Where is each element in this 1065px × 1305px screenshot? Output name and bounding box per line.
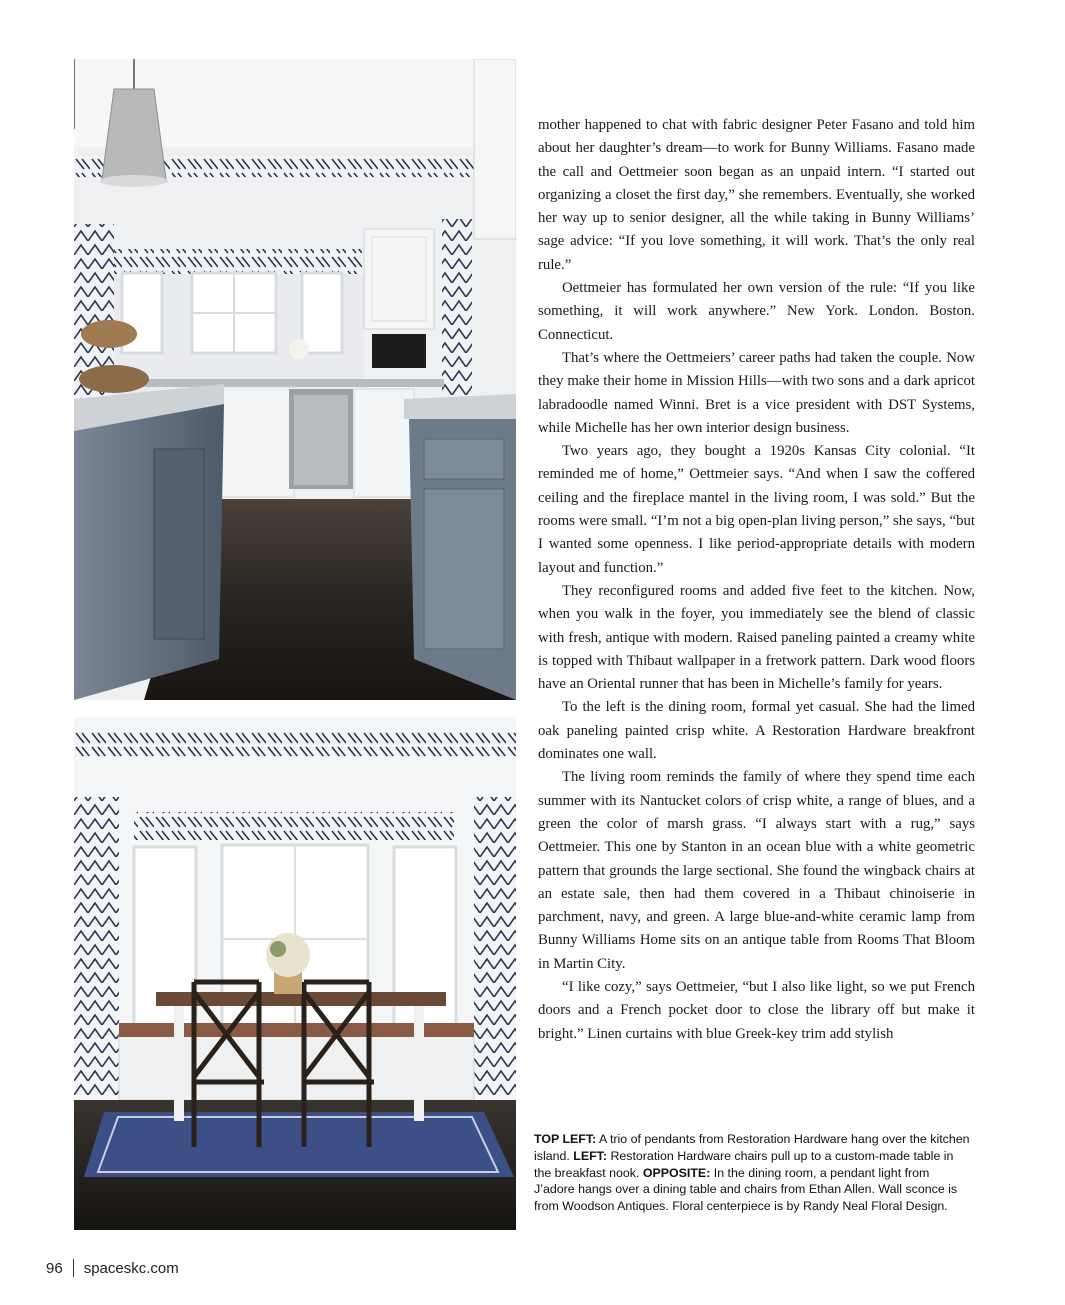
photo-caption bbox=[534, 1131, 970, 1215]
paragraph: “I like cozy,” says Oettmeier, “but I also like light, so we put French doors and a French pocket door to close the library off but make it bright.” Linen curtains with blue Greek-key trim add stylish bbox=[538, 978, 975, 1042]
nook-illustration bbox=[74, 717, 516, 1230]
paragraph: The living room reminds the family of where they spend time each summer with its Nantucket colors of crisp white, a range of blues, and a green the color of marsh grass. “I always start with a rug,” says Oettmeier. This one by Stanton in an ocean blue with a white geometric pattern that grounds the large sectional. She found the wingback chairs at an estate sale, then had them covered in a Thibaut chinoiserie in parchment, navy, and green. A large blue-and-white ceramic lamp from Bunny Williams Home sits on an antique table from Rooms That Bloom in Martin City. bbox=[538, 769, 975, 972]
footer-divider bbox=[73, 1259, 74, 1277]
caption-text: In the dining room, a pendant light from J’adore hangs over a dining table and chairs from Ethan Allen. Wall sconce is from Woodson Antiques. Floral centerpiece is by Randy Neal Floral Design. bbox=[534, 1165, 958, 1214]
site-name: spaceskc.com bbox=[83, 1259, 179, 1277]
page-number: 96 bbox=[46, 1259, 63, 1277]
breakfast-nook-photo bbox=[74, 717, 516, 1230]
paragraph: They reconfigured rooms and added five feet to the kitchen. Now, when you walk in the foyer, you immediately see the blend of classic with fresh, antique with modern. Raised paneling painted a creamy white is topped with Thibaut wallpaper in a fretwork pattern. Dark wood floors have an Oriental runner that has been in Michelle’s family for years. bbox=[538, 582, 975, 693]
paragraph: To the left is the dining room, formal yet casual. She had the limed oak paneling painted crisp white. A Restoration Hardware breakfront dominates one wall. bbox=[538, 699, 975, 763]
paragraph: That’s where the Oettmeiers’ career paths had taken the couple. Now they make their home in Mission Hills—with two sons and a dark apricot labradoodle named Winni. Bret is a vice president with DST Systems, while Michelle has her own interior design business. bbox=[538, 349, 975, 436]
caption-label: TOP LEFT: bbox=[534, 1132, 597, 1146]
caption-text: Restoration Hardware chairs pull up to a custom-made table in the breakfast nook. bbox=[534, 1148, 954, 1180]
paragraph: Oettmeier has formulated her own version of the rule: “If you like something, it will work anywhere.” New York. London. Boston. Connecticut. bbox=[538, 280, 975, 343]
caption-text: A trio of pendants from Restoration Hardware hang over the kitchen island. bbox=[534, 1132, 970, 1163]
paragraph: mother happened to chat with fabric designer Peter Fasano and told him about her daughter’s dream—to work for Bunny Williams. Fasano made the call and Oettmeier soon began as an unpaid intern. “I started out organizing a closet the first day,” she remembers. Eventually, she worked her way up to senior designer, all the while taking in Bunny Williams’ sage advice: “If you love something, it will work. That’s the only real rule.” bbox=[538, 117, 975, 273]
kitchen-illustration bbox=[74, 59, 516, 700]
caption-label: LEFT: bbox=[573, 1148, 607, 1163]
kitchen-photo bbox=[74, 59, 516, 700]
article-body bbox=[538, 114, 975, 1046]
caption-label: OPPOSITE: bbox=[642, 1165, 711, 1180]
paragraph: Two years ago, they bought a 1920s Kansas City colonial. “It reminded me of home,” Oettmeier says. “And when I saw the coffered ceiling and the fireplace mantel in the living room, I was sold.” But the rooms were small. “I’m not a big open-plan living person,” she says, “but I wanted some openness. I like period-appropriate details with modern layout and function.” bbox=[538, 443, 975, 576]
page-footer bbox=[46, 1259, 179, 1277]
